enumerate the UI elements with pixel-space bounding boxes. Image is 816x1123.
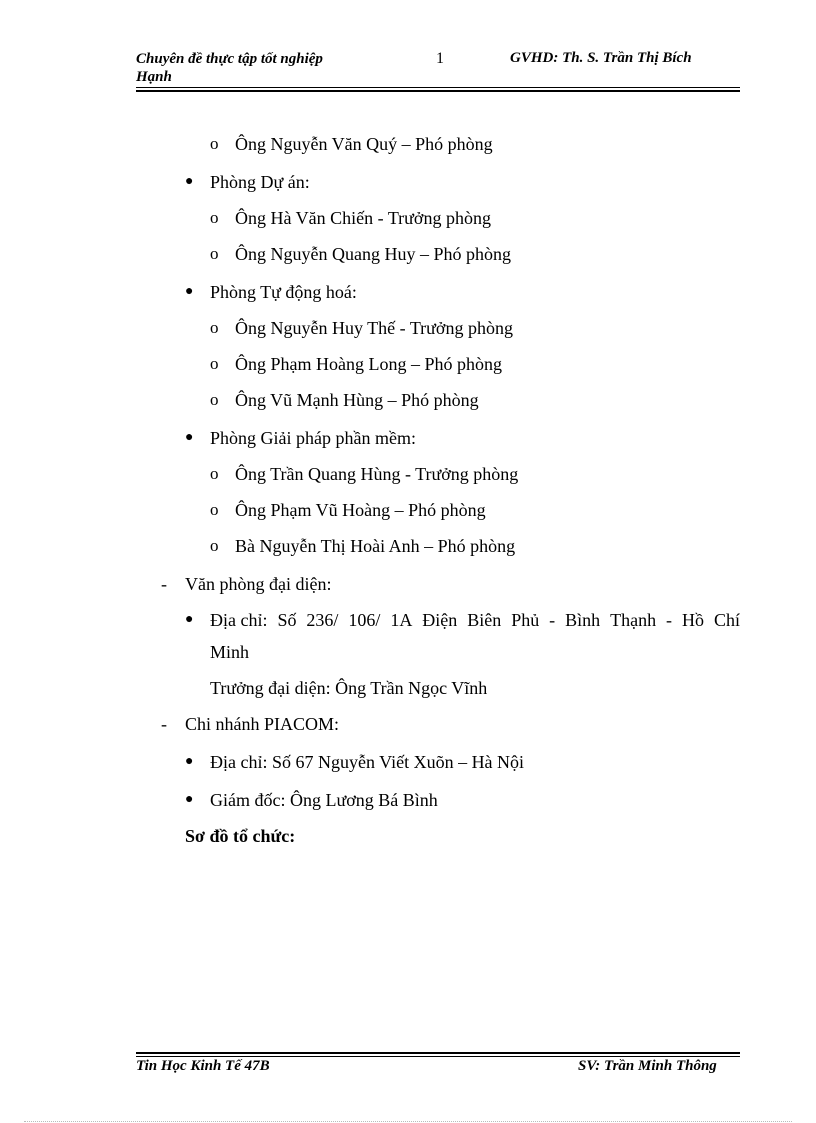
word: Biên (467, 610, 502, 630)
word: - (549, 610, 556, 630)
list-item: Ông Nguyễn Văn Quý – Phó phòng (235, 134, 493, 154)
header-title-continued: Hạnh (136, 69, 172, 85)
page-number: 1 (436, 50, 444, 67)
header-title: Chuyên đề thực tập tốt nghiệp (136, 51, 323, 67)
word: - (666, 610, 673, 630)
list-item: Ông Nguyễn Quang Huy – Phó phòng (235, 244, 511, 264)
list-item: Ông Vũ Mạnh Hùng – Phó phòng (235, 390, 479, 410)
word: Số (277, 610, 297, 630)
list-item: Phòng Dự án: (210, 172, 310, 192)
list-item: Ông Hà Văn Chiến - Trưởng phòng (235, 208, 491, 228)
word: Chí (713, 610, 740, 630)
footer-right: SV: Trần Minh Thông (578, 1058, 717, 1074)
list-item: Địa chỉ: Số 67 Nguyễn Viết Xuõn – Hà Nội (210, 752, 525, 772)
circle-bullet-icon: o (210, 208, 219, 227)
page-edge-divider (24, 1121, 792, 1122)
list-item: Bà Nguyễn Thị Hoài Anh – Phó phòng (235, 536, 516, 556)
word: Thạnh (610, 610, 657, 630)
footer-rule-thick (136, 1052, 740, 1054)
header-rule-thick (136, 90, 740, 92)
word: Địa chỉ: (210, 610, 268, 630)
bullet-icon: ● (185, 174, 194, 189)
list-item: Ông Phạm Hoàng Long – Phó phòng (235, 354, 502, 374)
word: 106/ (348, 610, 381, 630)
page-header (136, 50, 740, 90)
list-item: Ông Trần Quang Hùng - Trưởng phòng (235, 464, 519, 484)
bullet-icon: ● (185, 430, 194, 445)
circle-bullet-icon: o (210, 244, 219, 263)
circle-bullet-icon: o (210, 500, 219, 519)
list-item: Phòng Giải pháp phần mềm: (210, 428, 416, 448)
circle-bullet-icon: o (210, 536, 219, 555)
word: Hồ (681, 610, 704, 630)
word: 236/ (306, 610, 339, 630)
list-item: Chi nhánh PIACOM: (185, 714, 340, 734)
footer-rule-thin (136, 1056, 740, 1057)
dash-icon: - (161, 714, 167, 734)
address-line (210, 609, 740, 631)
circle-bullet-icon: o (210, 464, 219, 483)
header-rule-thin (136, 87, 740, 88)
circle-bullet-icon: o (210, 134, 219, 153)
word: Điện (422, 610, 458, 630)
list-item: Văn phòng đại diện: (185, 574, 332, 594)
section-heading: Sơ đồ tổ chức: (185, 826, 296, 846)
list-item: Giám đốc: Ông Lương Bá Bình (210, 790, 438, 810)
bullet-icon: ● (185, 284, 194, 299)
circle-bullet-icon: o (210, 354, 219, 373)
representative-line: Trưởng đại diện: Ông Trần Ngọc Vĩnh (210, 678, 488, 698)
address-line-continued: Minh (210, 642, 250, 662)
list-item: Phòng Tự động hoá: (210, 282, 357, 302)
header-left (136, 50, 376, 86)
dash-icon: - (161, 574, 167, 594)
circle-bullet-icon: o (210, 318, 219, 337)
bullet-icon: ● (185, 754, 194, 769)
footer-left: Tin Học Kinh Tế 47B (136, 1058, 270, 1074)
word: Bình (565, 610, 601, 630)
bullet-icon: ● (185, 792, 194, 807)
list-item: Ông Phạm Vũ Hoàng – Phó phòng (235, 500, 486, 520)
circle-bullet-icon: o (210, 390, 219, 409)
header-supervisor: GVHD: Th. S. Trần Thị Bích (510, 50, 692, 66)
list-item: Ông Nguyễn Huy Thế - Trưởng phòng (235, 318, 513, 338)
bullet-icon: ● (185, 612, 194, 627)
word: Phủ (511, 610, 540, 630)
word: 1A (390, 610, 413, 630)
